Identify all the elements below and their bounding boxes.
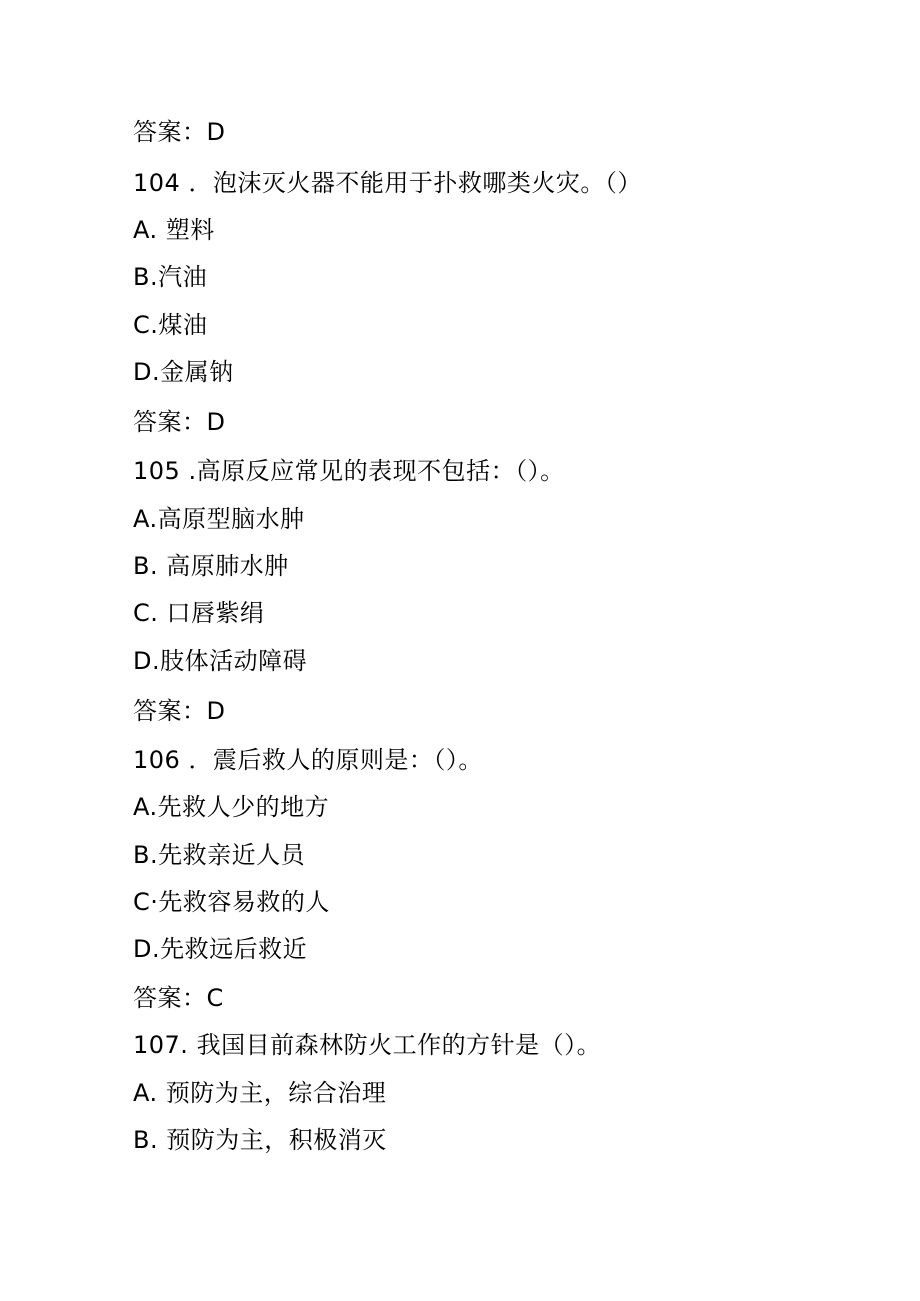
option-b: B.汽油 (133, 263, 208, 291)
answer-line: 答案：D (133, 118, 226, 146)
option-b: B.先救亲近人员 (133, 841, 306, 869)
option-b: B. 高原肺水肿 (133, 552, 289, 580)
answer-line: 答案：D (133, 408, 226, 436)
option-c: C·先救容易救的人 (133, 888, 330, 916)
answer-line: 答案：C (133, 984, 224, 1012)
option-a: A. 塑料 (133, 216, 215, 244)
question-106: 106 ．震后救人的原则是：（）。 (133, 746, 483, 774)
option-a: A.高原型脑水肿 (133, 505, 305, 533)
question-105: 105 .高原反应常见的表现不包括：（）。 (133, 457, 565, 485)
question-104: 104 ．泡沫灭火器不能用于扑救哪类火灾。（） (133, 169, 642, 197)
option-a: A. 预防为主，综合治理 (133, 1079, 387, 1107)
question-107: 107. 我国目前森林防火工作的方针是（）。 (133, 1031, 602, 1059)
option-d: D.金属钠 (133, 358, 234, 386)
option-b: B. 预防为主，积极消灭 (133, 1126, 387, 1154)
option-d: D.肢体活动障碍 (133, 647, 308, 675)
option-a: A.先救人少的地方 (133, 793, 330, 821)
option-c: C.煤油 (133, 311, 208, 339)
option-d: D.先救远后救近 (133, 935, 308, 963)
option-c: C. 口唇紫绢 (133, 599, 265, 627)
answer-line: 答案：D (133, 697, 226, 725)
